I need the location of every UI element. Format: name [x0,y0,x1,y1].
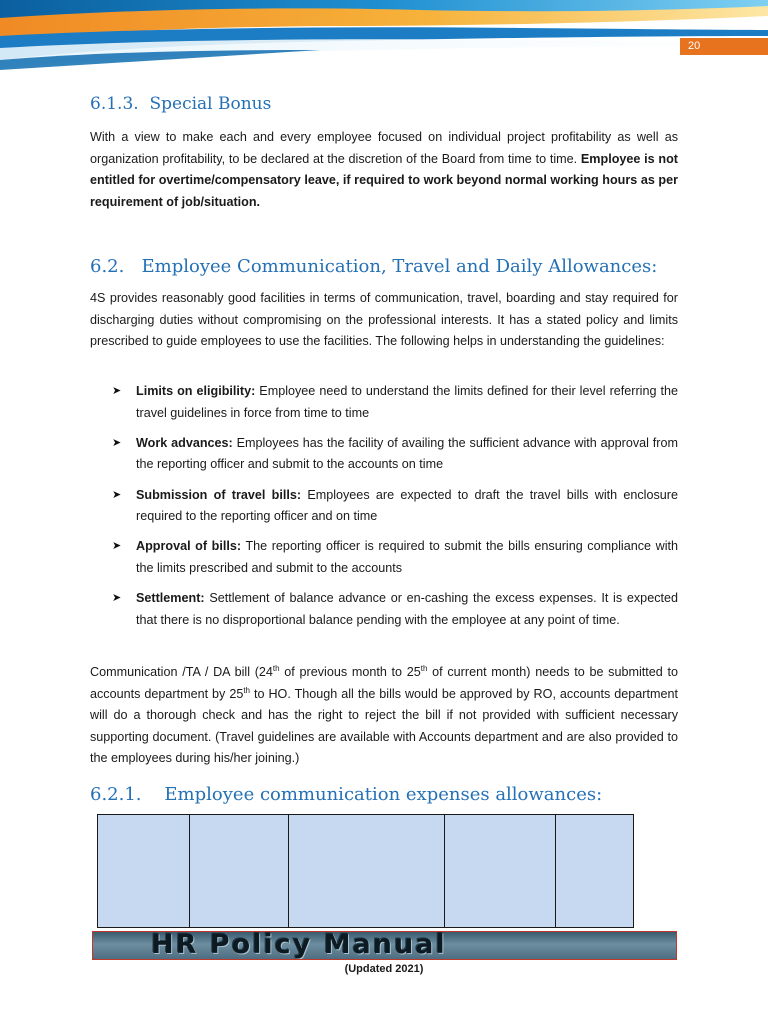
list-item [90,536,678,579]
section-title: Special Bonus [149,94,272,114]
bullet-label: Submission of travel bills: [136,487,302,502]
header-wave-graphic [0,0,768,70]
bullet-label: Work advances: [136,435,233,450]
arrow-bullet-icon: ➤ [112,488,122,501]
text-run: of previous month to 25 [279,665,421,679]
table-cell [445,815,556,928]
superscript: th [272,663,280,673]
bullet-label: Settlement: [136,591,205,606]
bullet-text: Employees has the facility of availing the sufficient advance with approval from the reporting officer and submit to the accounts on time [136,435,678,472]
footer-updated-note: (Updated 2021) [344,963,424,975]
list-item [90,381,678,424]
page-number: 20 [680,38,768,55]
table-row [98,815,634,928]
footer-banner [92,931,677,960]
bullet-text: The reporting officer is required to submit the bills ensuring compliance with the limits prescribed and submit to the accounts [136,539,678,575]
arrow-bullet-icon: ➤ [112,385,122,397]
special-bonus-paragraph [90,127,678,213]
section-number: 6.2. [90,256,125,277]
arrow-bullet-icon: ➤ [112,592,122,605]
guidelines-list [90,381,678,640]
superscript: th [420,663,428,673]
section-title: Employee communication expenses allowances: [164,784,603,805]
table-cell [556,815,634,928]
list-item [90,485,678,528]
section-title: Employee Communication, Travel and Daily Allowances: [141,256,658,277]
special-bonus-text: With a view to make each and every employee focused on individual project profitability as well as organization profitability, to be declared at the discretion of the Board from time to time. [90,130,678,166]
allowance-table [97,814,634,928]
bullet-text: Employee need to understand the limits defined for their level referring the travel guidelines in force from time to time [136,384,678,420]
bill-submission-paragraph [90,662,678,770]
arrow-bullet-icon: ➤ [112,436,122,449]
section-heading-communication-expenses [90,784,602,805]
text-run: to HO. Though all the bills would be approved by RO, accounts department will do a thorough check and has the right to reject the bill if not provided with sufficient necessary supporting document. (Travel guidelines are available with Accounts department and are also provided to the employees during his/her joining.) [90,686,678,766]
superscript: th [243,685,250,695]
footer-banner-title: HR Policy Manual [151,931,447,960]
bullet-text: Settlement of balance advance or en-cashing the excess expenses. It is expected that there is no disproportional balance pending with the employee at any point of time. [136,591,678,627]
section-heading-special-bonus [90,94,271,114]
section-number: 6.1.3. [90,94,139,114]
table-cell [98,815,190,928]
section-heading-allowances [90,256,657,277]
table-cell [190,815,289,928]
allowances-intro-paragraph: 4S provides reasonably good facilities in terms of communication, travel, boarding and stay required for discharging duties without compromising on the professional interests. It has a stated policy and limits prescribed to guide employees to use the facilities. The following helps in understanding the guidelines: [90,291,678,349]
arrow-bullet-icon: ➤ [112,540,122,553]
text-run: Communication /TA / DA bill (24 [90,665,273,679]
list-item [90,588,678,631]
special-bonus-bold-text: Employee is not entitled for overtime/compensatory leave, if required to work beyond normal working hours as per requirement of job/situation. [90,151,679,209]
section-number: 6.2.1. [90,784,142,805]
bullet-text: Employees are expected to draft the travel bills with enclosure required to the reporting officer and on time [136,487,678,524]
bullet-label: Limits on eligibility: [136,384,256,398]
list-item [90,433,678,476]
text-run: of current month) needs to be submitted to accounts department by 25 [90,665,678,701]
bullet-label: Approval of bills: [136,539,242,554]
table-cell [289,815,445,928]
